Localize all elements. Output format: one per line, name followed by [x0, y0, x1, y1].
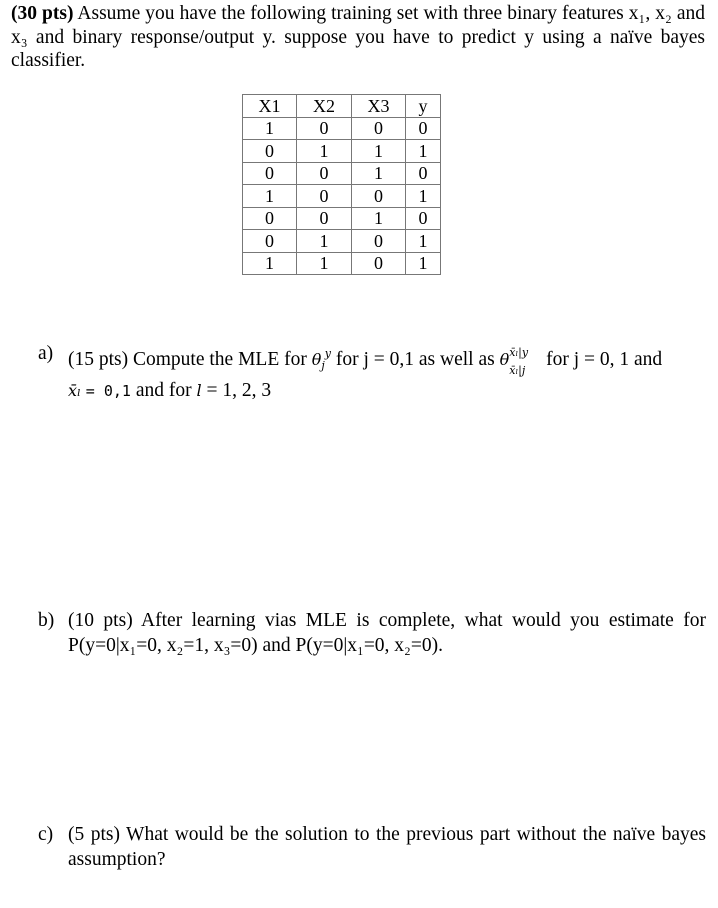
question-b	[38, 608, 706, 658]
table-cell: 1	[406, 252, 441, 275]
theta-x-sup: x̄ₗ|y	[509, 346, 529, 359]
table-cell: 0	[352, 185, 406, 208]
table-cell: 0	[297, 162, 352, 185]
question-c-text: (5 pts) What would be the solution to the previous part without the naïve bayes assumption?	[68, 824, 706, 870]
table-cell: 1	[243, 252, 297, 275]
l-values: = 1, 2, 3	[206, 380, 272, 401]
table-cell: 0	[406, 207, 441, 230]
table-row	[243, 207, 441, 230]
question-b-letter: b)	[38, 610, 55, 631]
theta-x-symbol	[499, 346, 542, 377]
table-cell: 0	[352, 230, 406, 253]
table-cell: 1	[297, 252, 352, 275]
table-row	[243, 162, 441, 185]
header-y: y	[406, 95, 441, 118]
question-a-body	[68, 341, 706, 404]
table-body	[243, 117, 441, 275]
problem-intro	[11, 2, 705, 73]
table-cell: 1	[297, 140, 352, 163]
table-cell: 1	[243, 117, 297, 140]
table-cell: 1	[352, 162, 406, 185]
theta-y-sup: y	[324, 347, 331, 360]
table-cell: 1	[406, 140, 441, 163]
question-c	[38, 822, 706, 872]
table-cell: 0	[243, 230, 297, 253]
table-cell: 0	[406, 117, 441, 140]
header-x1: X1	[243, 95, 297, 118]
table-cell: 1	[352, 140, 406, 163]
question-a	[38, 341, 706, 404]
question-a-text2: for j = 0,1 as well as	[335, 349, 495, 370]
theta-y-sub: j	[321, 359, 325, 372]
table-cell: 1	[297, 230, 352, 253]
xbar-values: = 0,1	[85, 382, 131, 400]
table-cell: 0	[243, 162, 297, 185]
training-set-table	[242, 94, 441, 275]
question-a-text3: for j = 0, 1 and	[546, 349, 663, 370]
table-cell: 0	[406, 162, 441, 185]
table-row	[243, 230, 441, 253]
question-a-text5: and for	[135, 380, 192, 401]
problem-points: (30 pts)	[11, 3, 74, 24]
theta-y-base: θ	[311, 350, 322, 369]
table-cell: 0	[297, 117, 352, 140]
question-c-letter: c)	[38, 824, 54, 845]
theta-y-symbol	[311, 347, 331, 372]
question-a-letter: a)	[38, 343, 54, 364]
table-cell: 0	[243, 140, 297, 163]
theta-x-base: θ	[499, 350, 510, 369]
table-cell: 1	[406, 185, 441, 208]
l-symbol: l	[196, 381, 202, 400]
table-cell: 0	[297, 207, 352, 230]
table-row	[243, 252, 441, 275]
question-a-text1: (15 pts) Compute the MLE for	[68, 349, 307, 370]
table-cell: 0	[243, 207, 297, 230]
theta-x-sub: x̄ₗ|j	[509, 364, 526, 377]
problem-statement: Assume you have the following training set with three binary features x₁, x₂ and x₃ and binary response/output y. suppose you have to predict y using a naïve bayes classifier.	[11, 3, 705, 71]
table-row	[243, 117, 441, 140]
table-cell: 1	[352, 207, 406, 230]
header-x2: X2	[297, 95, 352, 118]
table-header-row	[243, 95, 441, 118]
question-b-text: (10 pts) After learning vias MLE is complete, what would you estimate for P(y=0|x₁=0, x₂=1, x₃=0) and P(y=0|x₁=0, x₂=0).	[68, 610, 706, 656]
table-cell: 0	[352, 252, 406, 275]
table-row	[243, 185, 441, 208]
table-cell: 1	[243, 185, 297, 208]
header-x3: X3	[352, 95, 406, 118]
table-cell: 0	[297, 185, 352, 208]
xbar-symbol: x̄ₗ	[68, 381, 81, 400]
table-cell: 0	[352, 117, 406, 140]
table-cell: 1	[406, 230, 441, 253]
table-row	[243, 140, 441, 163]
